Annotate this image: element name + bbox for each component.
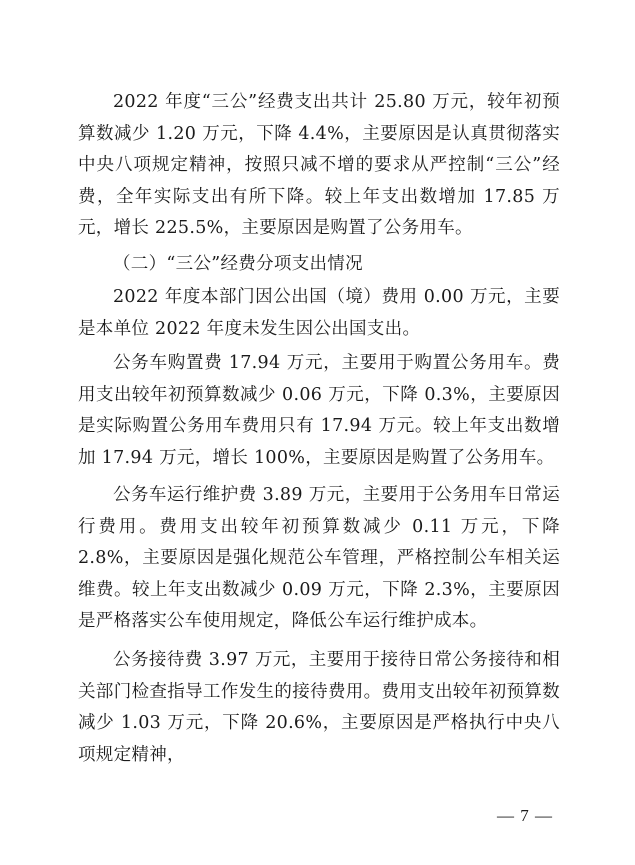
paragraph-vehicle-purchase: 公务车购置费 17.94 万元，主要用于购置公务用车。费用支出较年初预算数减少 0.06 万元，下降 0.3%，主要原因是实际购置公务用车费用只有 17.94 万元。较上年支出数增加 17.94 万元，增长 100%，主要原因是购置了公务用车。	[78, 353, 560, 468]
paragraph-vehicle-maintenance: 公务车运行维护费 3.89 万元，主要用于公务用车日常运行费用。费用支出较年初预算数减少 0.11 万元，下降 2.8%，主要原因是强化规范公车管理，严格控制公车相关运维费。较上年支出数减少 0.09 万元，下降 2.3%，主要原因是严格落实公车使用规定，降低公车运行维护成本。	[78, 485, 560, 631]
paragraph-reception: 公务接待费 3.97 万元，主要用于接待日常公务接待和相关部门检查指导工作发生的接待费用。费用支出较年初预算数减少 1.03 万元，下降 20.6%，主要原因是严格执行中央八项规定精神，	[78, 650, 560, 765]
paragraph-three-public-total: 2022 年度“三公”经费支出共计 25.80 万元，较年初预算数减少 1.20 万元，下降 4.4%，主要原因是认真贯彻落实中央八项规定精神，按照只减不增的要求从严控制“三公”经费，全年实际支出有所下降。较上年支出数增加 17.85 万元，增长 225.5%，主要原因是购置了公务用车。	[78, 92, 560, 238]
page-number: — 7 —	[497, 806, 553, 825]
paragraph-overseas-travel: 2022 年度本部门因公出国（境）费用 0.00 万元，主要是本单位 2022 年度未发生因公出国支出。	[78, 287, 560, 339]
section-heading-itemized: （二）“三公”经费分项支出情况	[113, 254, 363, 274]
